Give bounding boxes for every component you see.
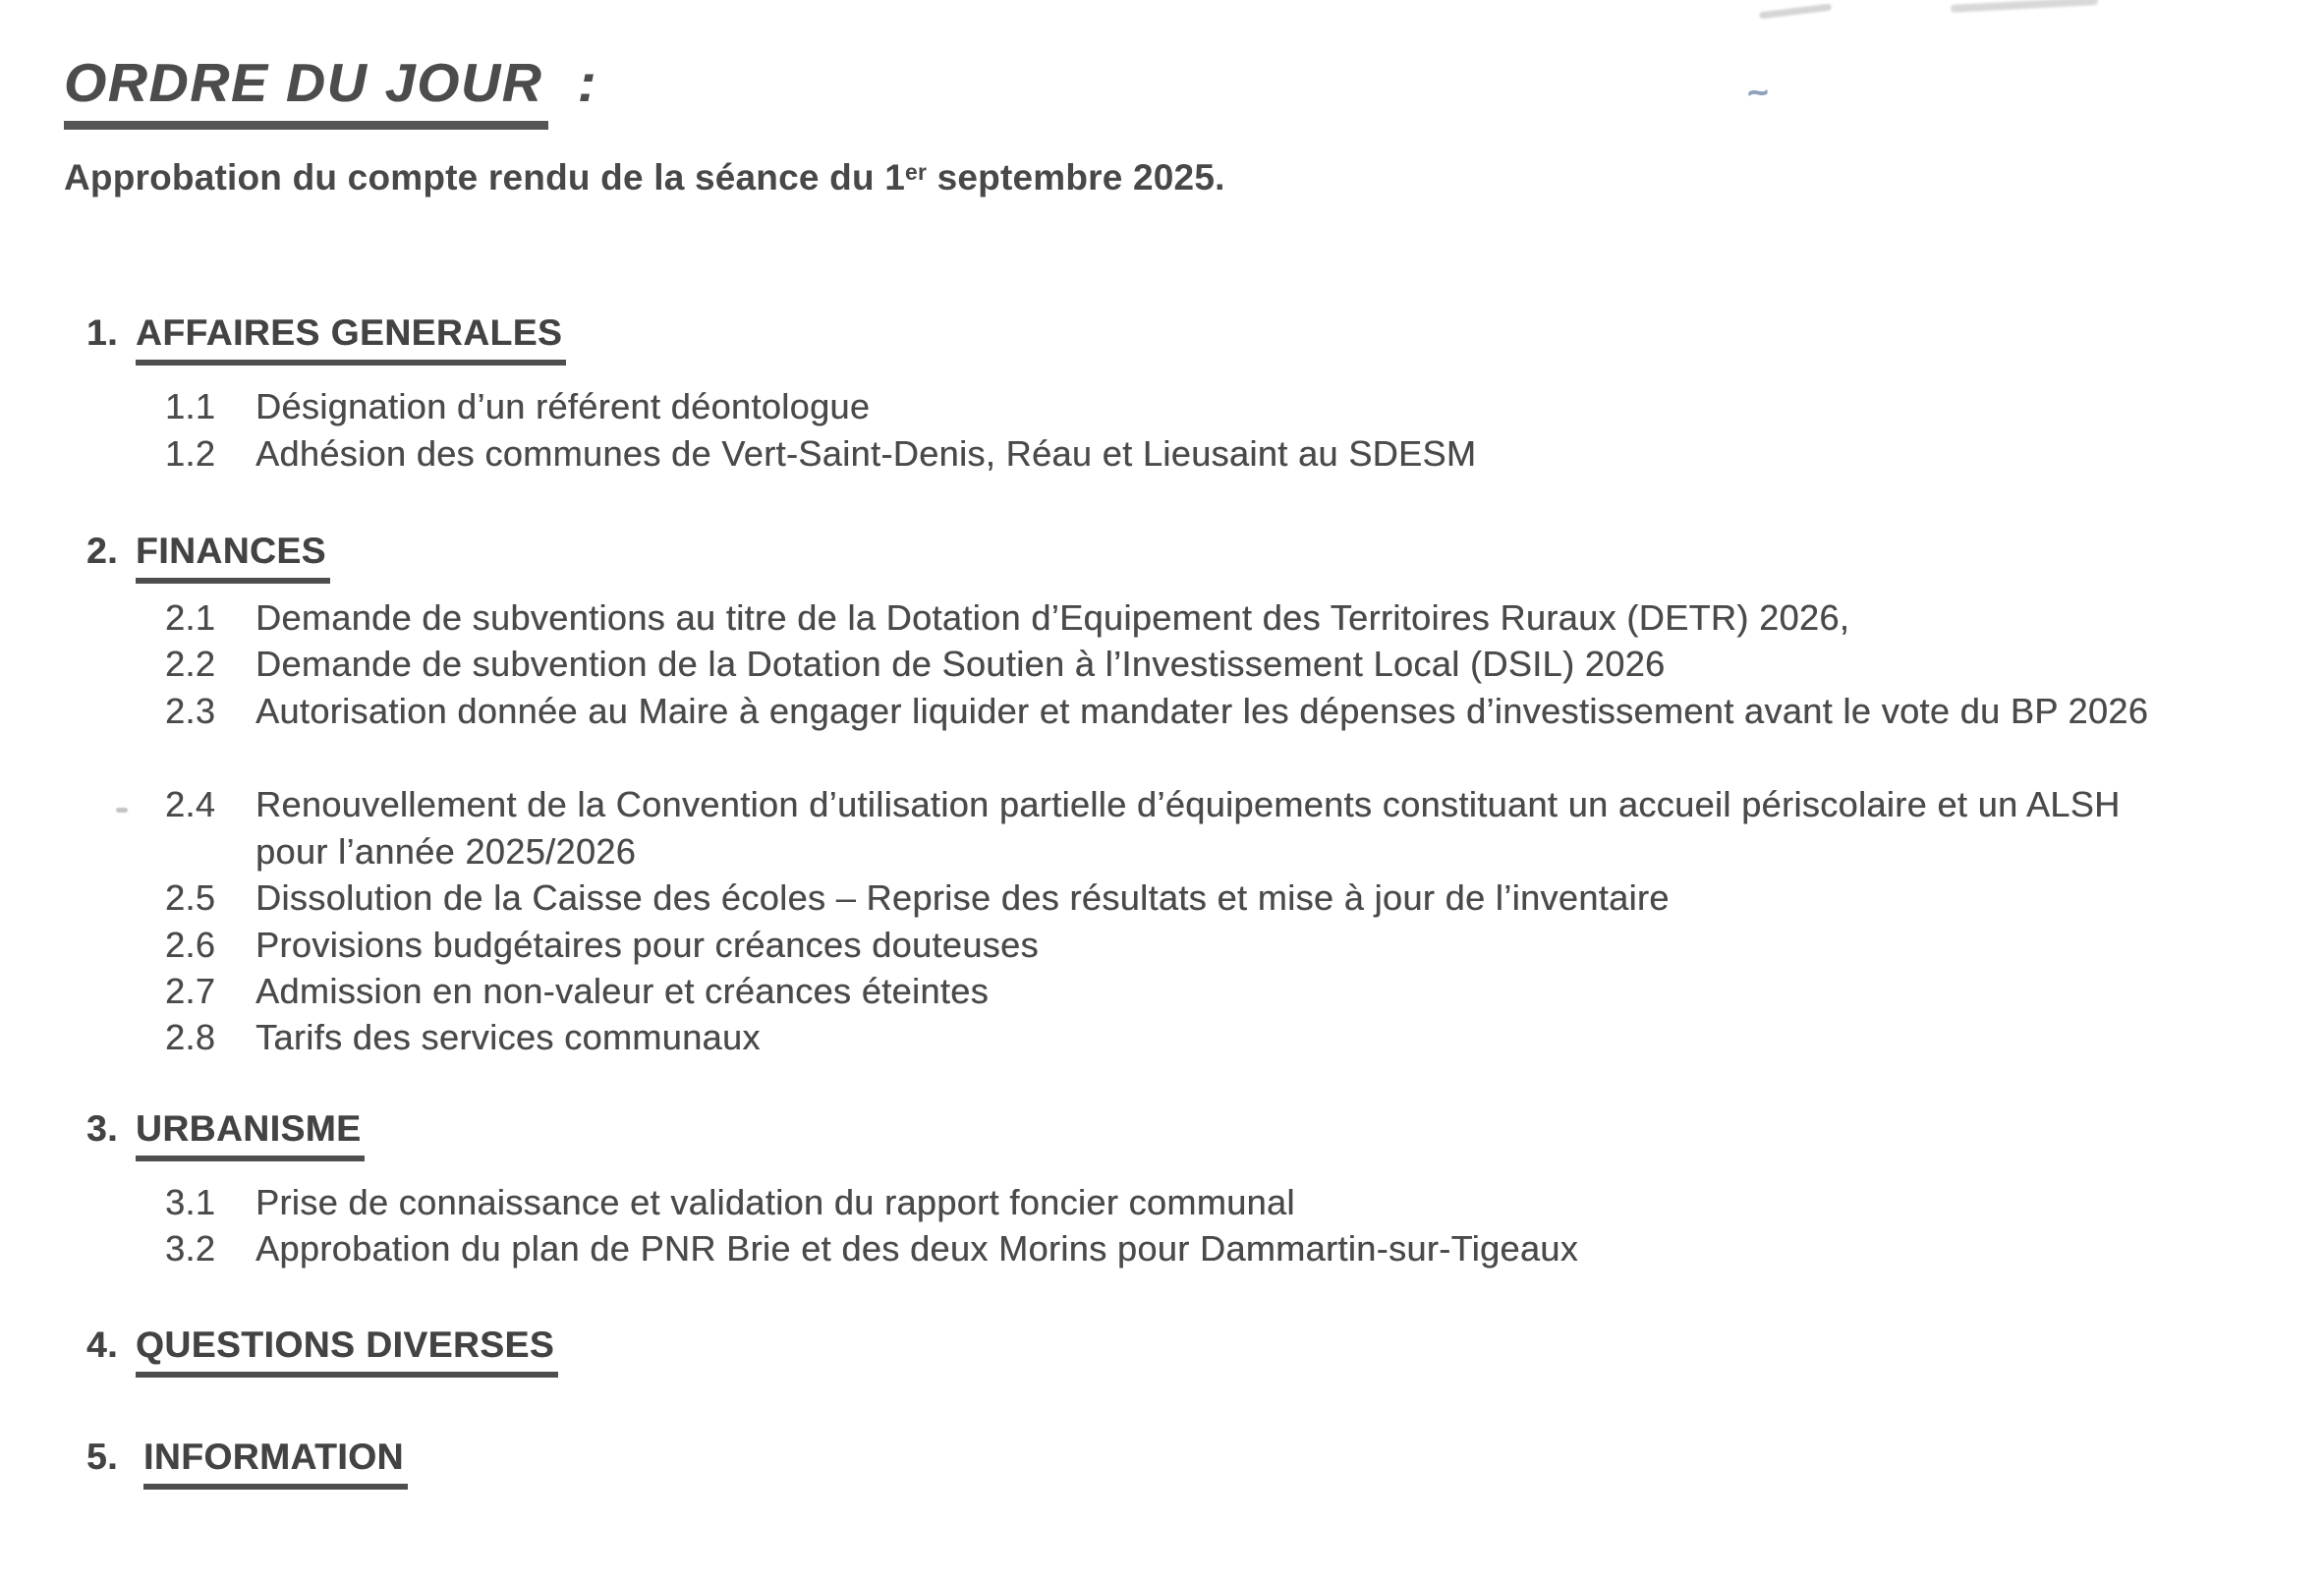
section-number: 3. xyxy=(86,1108,119,1149)
section-number: 1. xyxy=(86,312,119,353)
section-title: FINANCES xyxy=(136,531,330,584)
item-text: Adhésion des communes de Vert-Saint-Denis, Réau et Lieusaint au SDESM xyxy=(255,433,1477,474)
agenda-item-2-6 xyxy=(165,922,2201,969)
item-number: 2.7 xyxy=(165,971,216,1011)
section-number: 4. xyxy=(86,1325,119,1365)
document-title-text: ORDRE DU JOUR xyxy=(64,51,548,130)
item-text: Renouvellement de la Convention d’utilisation partielle d’équipements constituant un accueil périscolaire et un ALSH pour l’année 2025/2026 xyxy=(255,784,2121,872)
item-number: 2.1 xyxy=(165,597,216,638)
section-title: INFORMATION xyxy=(143,1437,408,1490)
section-heading-information xyxy=(86,1437,408,1490)
item-number: 3.2 xyxy=(165,1228,216,1269)
section-heading-urbanisme xyxy=(86,1108,365,1161)
section-title: QUESTIONS DIVERSES xyxy=(136,1325,558,1378)
item-text: Tarifs des services communaux xyxy=(255,1017,761,1057)
agenda-item-2-1 xyxy=(165,594,2201,642)
scan-pen-mark-artifact: ~ xyxy=(1744,71,1772,116)
item-text: Approbation du plan de PNR Brie et des deux Morins pour Dammartin-sur-Tigeaux xyxy=(255,1228,1579,1269)
document-title-colon: : xyxy=(560,52,598,113)
approval-line-superscript: er xyxy=(905,159,928,186)
item-text: Provisions budgétaires pour créances douteuses xyxy=(255,925,1039,965)
item-text: Désignation d’un référent déontologue xyxy=(255,386,871,426)
item-number: 3.1 xyxy=(165,1182,216,1222)
item-text: Demande de subventions au titre de la Dotation d’Equipement des Territoires Ruraux (DETR) 2026, xyxy=(255,597,1850,638)
section-title: AFFAIRES GENERALES xyxy=(136,312,566,366)
item-number: 2.2 xyxy=(165,644,216,684)
approval-line-prefix: Approbation du compte rendu de la séance du 1 xyxy=(64,157,906,198)
section-number: 2. xyxy=(86,531,119,571)
approval-line-suffix: septembre 2025. xyxy=(927,157,1225,198)
section-title: URBANISME xyxy=(136,1108,365,1161)
item-number: 2.6 xyxy=(165,925,216,965)
item-number: 2.4 xyxy=(165,784,216,824)
item-number: 2.3 xyxy=(165,691,216,731)
item-text: Demande de subvention de la Dotation de Soutien à l’Investissement Local (DSIL) 2026 xyxy=(255,644,1666,684)
agenda-item-3-1 xyxy=(165,1179,2201,1226)
document-title xyxy=(64,51,597,130)
agenda-item-1-1 xyxy=(165,383,2201,430)
scan-smudge-artifact xyxy=(1951,0,2098,13)
item-text: Autorisation donnée au Maire à engager liquider et mandater les dépenses d’investissement avant le vote du BP 2026 xyxy=(255,691,2149,731)
scan-smudge-artifact xyxy=(1759,4,1832,20)
item-number: 2.5 xyxy=(165,877,216,918)
item-number: 2.8 xyxy=(165,1017,216,1057)
item-text: Prise de connaissance et validation du rapport foncier communal xyxy=(255,1182,1295,1222)
agenda-item-1-2 xyxy=(165,430,2201,478)
item-text: Dissolution de la Caisse des écoles – Reprise des résultats et mise à jour de l’inventaire xyxy=(255,877,1670,918)
section-heading-affaires-generales xyxy=(86,312,566,366)
approval-line xyxy=(64,157,1225,198)
agenda-item-3-2 xyxy=(165,1225,2201,1272)
item-number: 1.1 xyxy=(165,386,216,426)
agenda-item-2-5 xyxy=(165,875,2201,922)
section-heading-finances xyxy=(86,531,330,584)
agenda-item-2-7 xyxy=(165,968,2201,1015)
agenda-item-2-2 xyxy=(165,641,2201,688)
agenda-item-2-4 xyxy=(165,781,2201,875)
item-text: Admission en non-valeur et créances éteintes xyxy=(255,971,990,1011)
section-number: 5. xyxy=(86,1437,119,1477)
item-number: 1.2 xyxy=(165,433,216,474)
scan-speck-artifact xyxy=(116,808,128,813)
agenda-item-2-8 xyxy=(165,1014,2201,1061)
section-heading-questions-diverses xyxy=(86,1325,558,1378)
agenda-item-2-3 xyxy=(165,688,2201,735)
